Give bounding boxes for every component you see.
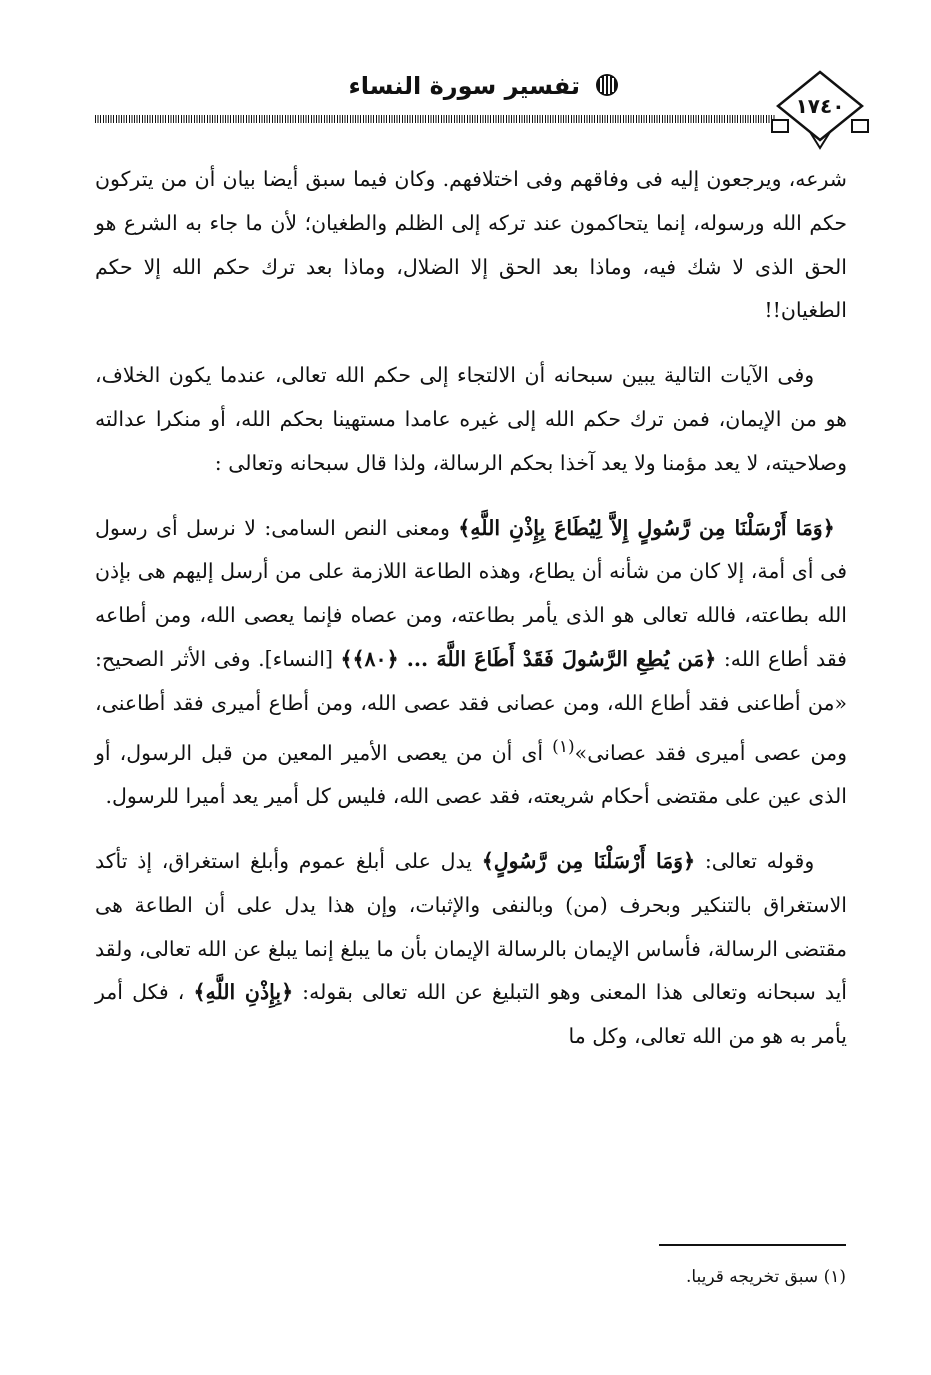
footnote: (١) سبق تخريجه قريبا.: [685, 1267, 846, 1287]
quran-verse-2: ﴿مَن يُطِعِ الرَّسُولَ فَقَدْ أَطَاعَ اللَّهَ ... ﴿٨٠﴾﴾: [340, 646, 717, 671]
header-rule: [95, 115, 775, 123]
paragraph-2: وفى الآيات التالية يبين سبحانه أن الالتجاء إلى حكم الله تعالى، عندما يكون الخلاف، هو من الإيمان، فمن ترك حكم الله إلى غيره عامدا مستهينا بحكم الله، أو منكرا عدالته وصلاحيته، لا يعد مؤمنا ولا يعد آخذا بحكم الرسالة، ولذا قال سبحانه وتعالى :: [95, 363, 847, 475]
paragraph-4-text-2: يدل على أبلغ عموم وأبلغ استغراق، إذ تأكد الاستغراق بالتنكير وبحرف (من) وبالنفى والإثبات، وإن هذا يدل على أن الطاعة هى مقتضى الرسالة، فأساس الإيمان بالرسالة الإيمان بأن ما يبلغ إنما يبلغ عن الله تعالى، ولقد أيد سبحانه وتعالى هذا المعنى وهو التبليغ عن الله تعالى بقوله:: [95, 848, 848, 1005]
footnote-marker: (١): [552, 736, 575, 757]
paragraph-4-text-3: ، فكل أمر يأمر به هو من الله تعالى، وكل ما: [95, 980, 847, 1049]
page-number: ١٧٤٠: [795, 94, 845, 118]
running-title: تفسير سورة النساء: [348, 72, 580, 100]
ornament-icon: [594, 72, 620, 98]
quran-verse-4: ﴿بِإِذْنِ اللَّهِ﴾: [193, 980, 294, 1005]
paragraph-1: شرعه، ويرجعون إليه فى وفاقهم وفى اختلافهم. وكان فيما سبق أيضا بيان أن من يتركون حكم الله ورسوله، إنما يتحاكمون عند تركه إلى الظلم والطغيان؛ لأن ما جاء به الشرع هو الحق الذى لا شك فيه، وماذا بعد الحق إلا الضلال، وماذا بعد ترك حكم الله إلا حكم الطغيان!!: [95, 167, 847, 323]
paragraph-3-text-3: أى أن من يعصى الأمير المعين من قبل الرسول، أو الذى عين على مقتضى أحكام شريعته، فقد عصى الله، فليس كل أمير يعد أميرا للرسول.: [95, 740, 847, 809]
quran-verse-3: ﴿وَمَا أَرْسَلْنَا مِن رَّسُولٍ﴾: [481, 848, 696, 873]
paragraph-4: [95, 840, 847, 1059]
paragraph-3: [95, 507, 847, 819]
footnote-rule: [659, 1244, 846, 1246]
quran-verse: ﴿وَمَا أَرْسَلْنَا مِن رَّسُولٍ إِلاَّ لِيُطَاعَ بِإِذْنِ اللَّهِ﴾: [458, 515, 835, 540]
paragraph-3-text-2: [النساء]. وفى الأثر الصحيح: «من أطاعنى فقد أطاع الله، ومن عصانى فقد عصى الله، ومن أطاع أميرى فقد أطاعنى، ومن عصى أميرى فقد عصانى»: [95, 646, 848, 765]
page-header: [95, 60, 870, 150]
body-text: [95, 158, 847, 1080]
paragraph-3-text-1: ومعنى النص السامى: لا نرسل أى رسول فى أى أمة، إلا كان من شأنه أن يطاع، وهذه الطاعة اللازمة على من أرسل إليهم هى بإذن الله بطاعته، فالله تعالى هو الذى يأمر بطاعته، ومن عصاه فإنما يعصى الله، ومن أطاعه فقد أطاع الله:: [95, 515, 847, 671]
paragraph-4-text-1: وقوله تعالى:: [695, 848, 815, 873]
